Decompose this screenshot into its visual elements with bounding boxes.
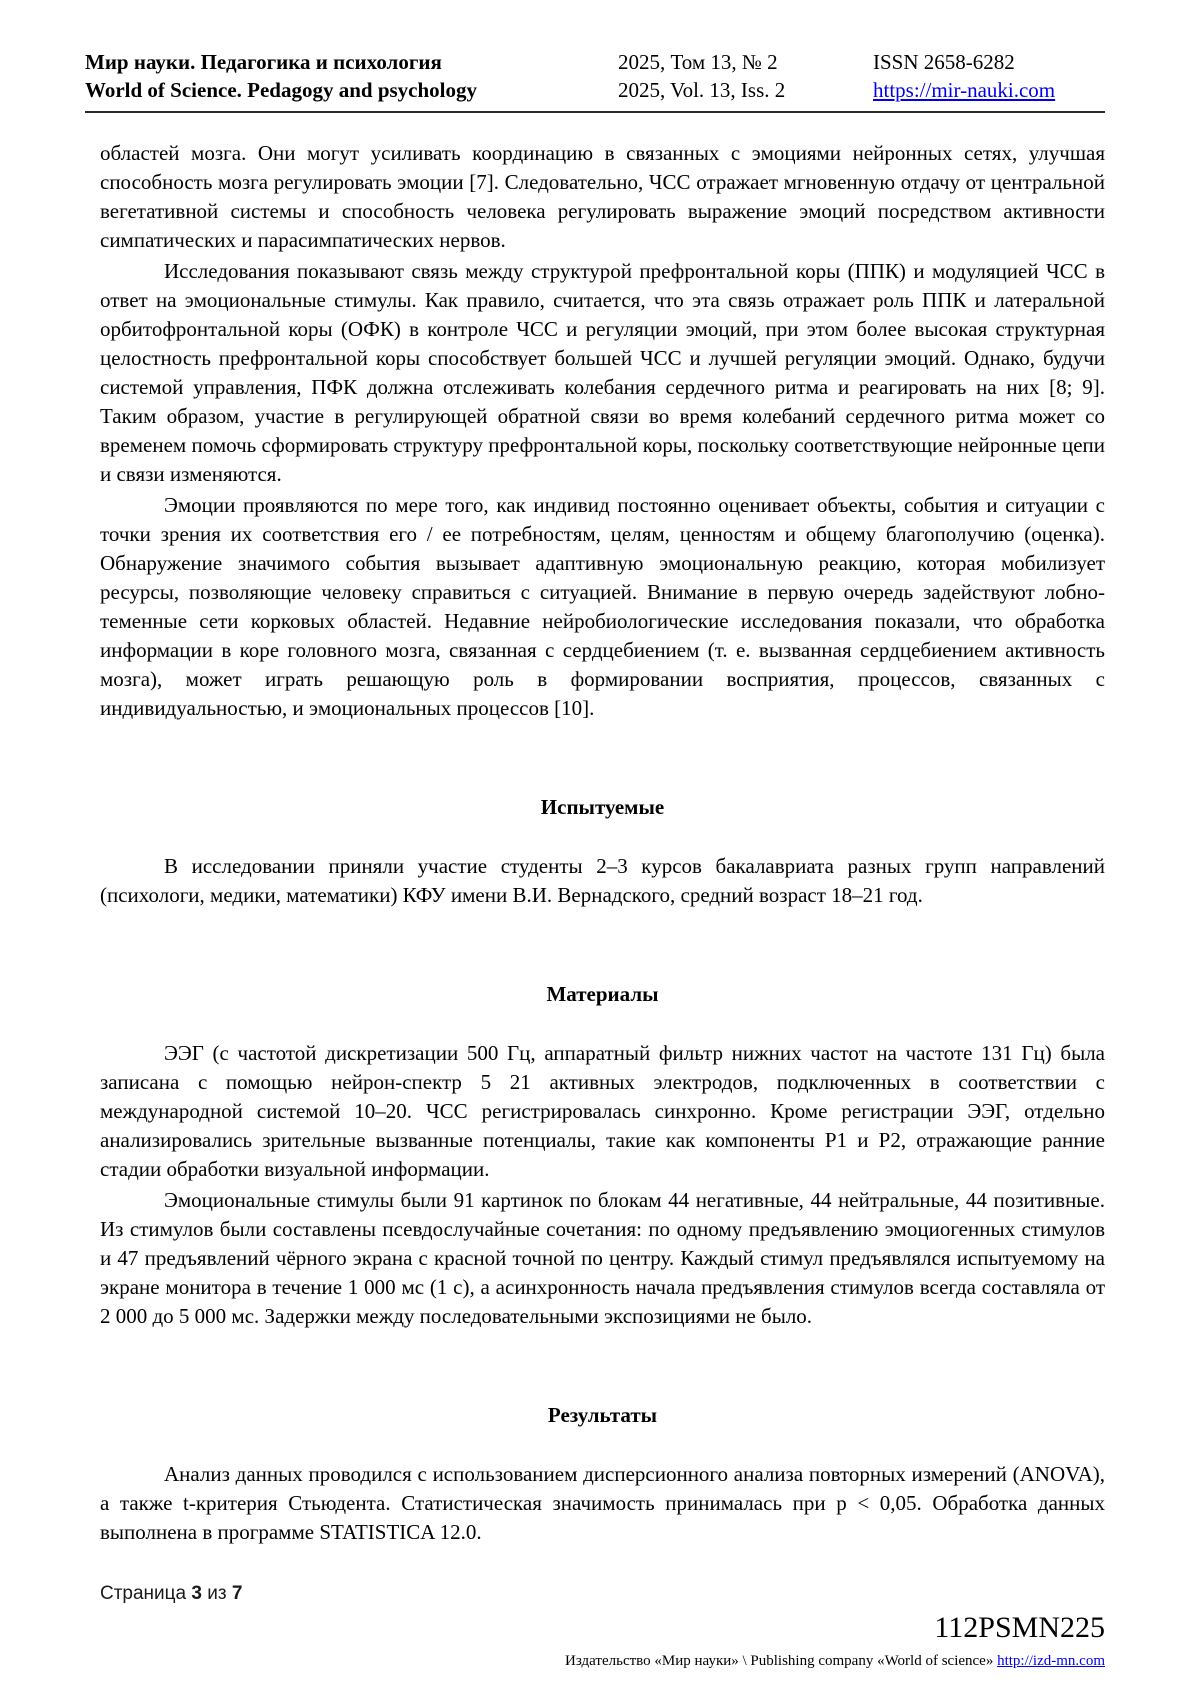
- issn-block: [873, 48, 1105, 104]
- section-heading-subjects: Испытуемые: [540, 795, 665, 819]
- intro-paragraph-2: Исследования показывают связь между структурой префронтальной коры (ППК) и модуляцией ЧСС в ответ на эмоциональные стимулы. Как правило, считается, что эта связь отражает роль ППК и латеральной орбитофронтальной коры (ОФК) в контроле ЧСС и регуляции эмоций, при этом более высокая структурная целостность префронтальной коры способствует большей ЧСС и лучшей регуляции эмоций. Однако, будучи системой управления, ПФК должна отслеживать колебания сердечного ритма и реагировать на них [8; 9]. Таким образом, участие в регулирующей обратной связи во время колебаний сердечного ритма может со временем помочь сформировать структуру префронтальной коры, поскольку соответствующие нейронные цепи и связи изменяются.: [100, 259, 1105, 486]
- issue-info-en: 2025, Vol. 13, Iss. 2: [618, 78, 786, 102]
- results-paragraph: Анализ данных проводился с использованием дисперсионного анализа повторных измерений (ANOVA), а также t-критерия Стьюдента. Статистическая значимость принималась при p < 0,05. Обработка данных выполнена в программе STATISTICA 12.0.: [100, 1462, 1105, 1544]
- issue-info-ru: 2025, Том 13, № 2: [618, 50, 778, 74]
- intro-paragraph-1: областей мозга. Они могут усиливать координацию в связанных с эмоциями нейронных сетях, улучшая способность мозга регулировать эмоции [7]. Следовательно, ЧСС отражает мгновенную отдачу от центральной вегетативной системы и способность человека регулировать выражение эмоций посредством активности симпатических и парасимпатических нервов.: [100, 141, 1105, 252]
- materials-paragraph-1: ЭЭГ (с частотой дискретизации 500 Гц, аппаратный фильтр нижних частот на частоте 131 Гц) была записана с помощью нейрон-спектр 5 21 активных электродов, подключенных в соответствии с международной системой 10–20. ЧСС регистрировалась синхронно. Кроме регистрации ЭЭГ, отдельно анализировались зрительные вызванные потенциалы, такие как компоненты P1 и P2, отражающие ранние стадии обработки визуальной информации.: [100, 1041, 1105, 1181]
- current-page-number: 3: [191, 1583, 202, 1604]
- page-word: Страница: [100, 1583, 187, 1604]
- publisher-text: Издательство «Мир науки» \ Publishing company «World of science»: [565, 1653, 994, 1669]
- subjects-paragraph: В исследовании приняли участие студенты 2–3 курсов бакалавриата разных групп направлений (психологи, медики, математики) КФУ имени В.И. Вернадского, средний возраст 18–21 год.: [100, 854, 1105, 907]
- issn-label: ISSN 2658-6282: [873, 50, 1015, 74]
- journal-site-link[interactable]: https://mir-nauki.com: [873, 78, 1056, 102]
- article-code: 112PSMN225: [934, 1611, 1105, 1644]
- of-word: из: [207, 1583, 227, 1604]
- journal-title-en: World of Science. Pedagogy and psychology: [85, 78, 478, 102]
- journal-title-block: [85, 48, 618, 104]
- intro-paragraph-3: Эмоции проявляются по мере того, как индивид постоянно оценивает объекты, события и ситуации с точки зрения их соответствия его / ее потребностям, целям, ценностям и общему благополучию (оценка). Обнаружение значимого события вызывает адаптивную эмоциональную реакцию, которая мобилизует ресурсы, позволяющие человеку справиться с ситуацией. Внимание в первую очередь задействуют лобно-теменные сети корковых областей. Недавние нейробиологические исследования показали, что обработка информации в коре головного мозга, связанная с сердцебиением (т. е. вызванная сердцебиением активность мозга), может играть решающую роль в формировании восприятия, процессов, связанных с индивидуальностью, и эмоциональных процессов [10].: [100, 493, 1105, 720]
- page-number-indicator: [100, 1583, 242, 1605]
- publisher-line: [565, 1652, 1105, 1671]
- journal-title-ru: Мир науки. Педагогика и психология: [85, 50, 442, 74]
- footer-right-block: [565, 1610, 1105, 1671]
- publisher-site-link[interactable]: http://izd-mn.com: [997, 1653, 1105, 1669]
- issue-info-block: [618, 48, 873, 104]
- total-page-number: 7: [231, 1583, 243, 1604]
- section-heading-materials: Материалы: [546, 982, 659, 1006]
- section-heading-results: Результаты: [547, 1403, 658, 1427]
- journal-header: [85, 48, 1105, 113]
- materials-paragraph-2: Эмоциональные стимулы были 91 картинок по блокам 44 негативные, 44 нейтральные, 44 позитивные. Из стимулов были составлены псевдослучайные сочетания: по одному предъявлению эмоциогенных стимулов и 47 предъявлений чёрного экрана с красной точной по центру. Каждый стимул предъявлялся испытуемому на экране монитора в течение 1 000 мс (1 с), а асинхронность начала предъявления стимулов всегда составляла от 2 000 до 5 000 мс. Задержки между последовательными экспозициями не было.: [100, 1188, 1105, 1328]
